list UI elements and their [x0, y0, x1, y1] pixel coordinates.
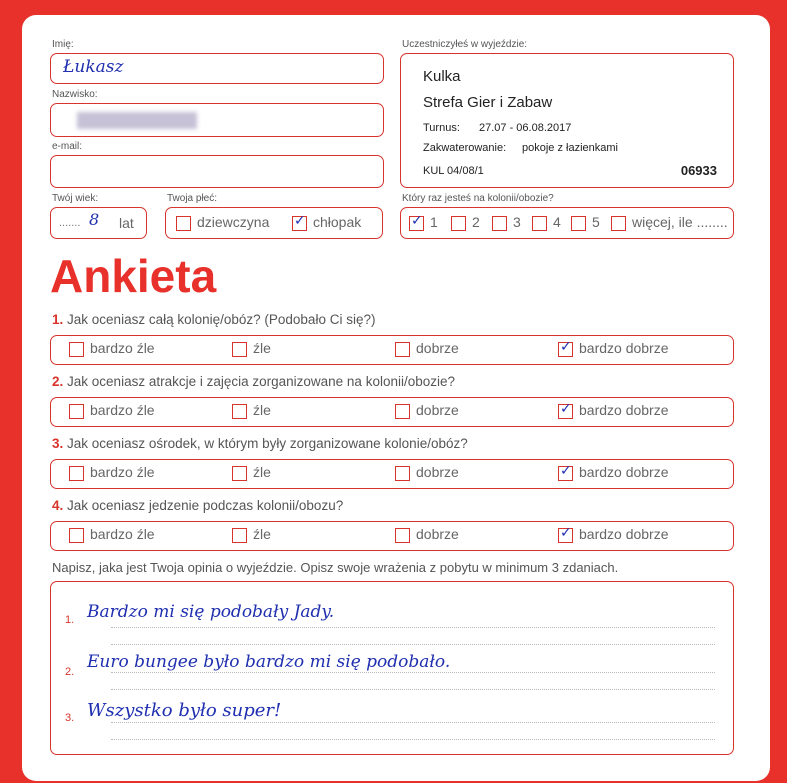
checkbox-boy[interactable]: [292, 212, 307, 231]
gender-option-girl[interactable]: dziewczyna: [176, 214, 269, 231]
rating-1-very-bad[interactable]: bardzo źle: [69, 340, 155, 357]
opinion-prompt: Napisz, jaka jest Twoja opinia o wyjeździe. Opisz swoje wrażenia z pobytu w minimum 3 zdaniach.: [52, 560, 619, 575]
answer-2: Euro bungee było bardzo mi się podobało.: [87, 652, 451, 672]
rating-row-3: [50, 459, 734, 489]
checkmark-icon: ✓: [560, 400, 572, 417]
email-field[interactable]: [50, 155, 384, 188]
answer-number-2: 2.: [65, 666, 75, 678]
trip-label: Uczestniczyłeś w wyjeździe:: [402, 39, 528, 50]
survey-sheet: [22, 15, 770, 781]
turnus-label: Turnus:: [423, 122, 460, 134]
trip-code: KUL 04/08/1: [423, 165, 484, 177]
rating-2-bad[interactable]: źle: [232, 402, 271, 419]
question-1: 1. Jak oceniasz całą kolonię/obóz? (Podobało Ci się?): [52, 312, 376, 327]
age-label: Twój wiek:: [52, 193, 99, 204]
name-value: Łukasz: [63, 57, 124, 77]
gender-label: Twoja płeć:: [167, 193, 218, 204]
name-field[interactable]: [50, 53, 384, 84]
times-label: Który raz jesteś na kolonii/obozie?: [402, 193, 554, 204]
rating-1-good[interactable]: dobrze: [395, 340, 459, 357]
trip-subtitle: Strefa Gier i Zabaw: [423, 94, 553, 111]
rating-2-good[interactable]: dobrze: [395, 402, 459, 419]
rating-3-bad[interactable]: źle: [232, 464, 271, 481]
turnus-value: 27.07 - 06.08.2017: [479, 122, 572, 134]
line: [111, 722, 715, 723]
name-label: Imię:: [52, 39, 74, 50]
surname-label: Nazwisko:: [52, 89, 98, 100]
age-value: 8: [89, 210, 100, 229]
answer-number-3: 3.: [65, 712, 75, 724]
question-2: 2. Jak oceniasz atrakcje i zajęcia zorganizowane na kolonii/obozie?: [52, 374, 456, 389]
checkbox-times-more[interactable]: [611, 216, 626, 231]
question-3: 3. Jak oceniasz ośrodek, w którym były zorganizowane kolonie/obóz?: [52, 436, 468, 451]
times-option-2[interactable]: 2: [451, 214, 480, 231]
redacted-surname: [77, 112, 197, 129]
gender-field: [165, 207, 383, 239]
surname-field[interactable]: [50, 103, 384, 137]
line: [111, 689, 715, 690]
age-field[interactable]: [50, 207, 147, 239]
checkmark-icon: ✓: [560, 524, 572, 541]
times-option-1[interactable]: ✓ 1: [411, 212, 438, 230]
line: [111, 672, 715, 673]
answer-3: Wszystko było super!: [87, 700, 282, 721]
answer-number-1: 1.: [65, 614, 75, 626]
page-title: Ankieta: [50, 250, 217, 302]
rating-3-very-bad[interactable]: bardzo źle: [69, 464, 155, 481]
trip-number: 06933: [680, 163, 717, 178]
accommodation-label: Zakwaterowanie:: [423, 142, 507, 154]
rating-1-very-good[interactable]: ✓ bardzo dobrze: [560, 338, 669, 356]
opinion-box[interactable]: [50, 581, 734, 755]
rating-row-1: [50, 335, 734, 365]
times-option-5[interactable]: 5: [571, 214, 600, 231]
rating-2-very-bad[interactable]: bardzo źle: [69, 402, 155, 419]
trip-info-box: [400, 53, 734, 188]
checkbox-times-4[interactable]: [532, 216, 547, 231]
checkmark-icon: ✓: [411, 212, 423, 229]
line: [111, 644, 715, 645]
rating-row-2: [50, 397, 734, 427]
line: [111, 627, 715, 628]
times-field: [400, 207, 734, 239]
accommodation-value: pokoje z łazienkami: [522, 142, 618, 154]
rating-4-good[interactable]: dobrze: [395, 526, 459, 543]
times-option-3[interactable]: 3: [492, 214, 521, 231]
checkmark-icon: ✓: [560, 338, 572, 355]
line: [111, 739, 715, 740]
checkbox-times-1[interactable]: [409, 212, 424, 231]
rating-row-4: [50, 521, 734, 551]
rating-4-very-bad[interactable]: bardzo źle: [69, 526, 155, 543]
trip-name: Kulka: [423, 68, 461, 85]
times-option-4[interactable]: 4: [532, 214, 561, 231]
age-unit: lat: [119, 215, 134, 231]
rating-1-bad[interactable]: źle: [232, 340, 271, 357]
gender-option-boy[interactable]: ✓ chłopak: [294, 212, 362, 230]
checkbox-girl[interactable]: [176, 216, 191, 231]
rating-3-very-good[interactable]: ✓ bardzo dobrze: [560, 462, 669, 480]
email-label: e-mail:: [52, 141, 83, 152]
times-option-more[interactable]: więcej, ile ........: [611, 214, 728, 231]
rating-4-bad[interactable]: źle: [232, 526, 271, 543]
answer-1: Bardzo mi się podobały Jady.: [87, 602, 335, 622]
checkbox-times-2[interactable]: [451, 216, 466, 231]
question-4: 4. Jak oceniasz jedzenie podczas kolonii/obozu?: [52, 498, 344, 513]
rating-3-good[interactable]: dobrze: [395, 464, 459, 481]
checkmark-icon: ✓: [560, 462, 572, 479]
rating-2-very-good[interactable]: ✓ bardzo dobrze: [560, 400, 669, 418]
age-dots: .......: [59, 217, 81, 229]
checkmark-icon: ✓: [294, 212, 306, 229]
rating-4-very-good[interactable]: ✓ bardzo dobrze: [560, 524, 669, 542]
checkbox-times-3[interactable]: [492, 216, 507, 231]
checkbox-times-5[interactable]: [571, 216, 586, 231]
